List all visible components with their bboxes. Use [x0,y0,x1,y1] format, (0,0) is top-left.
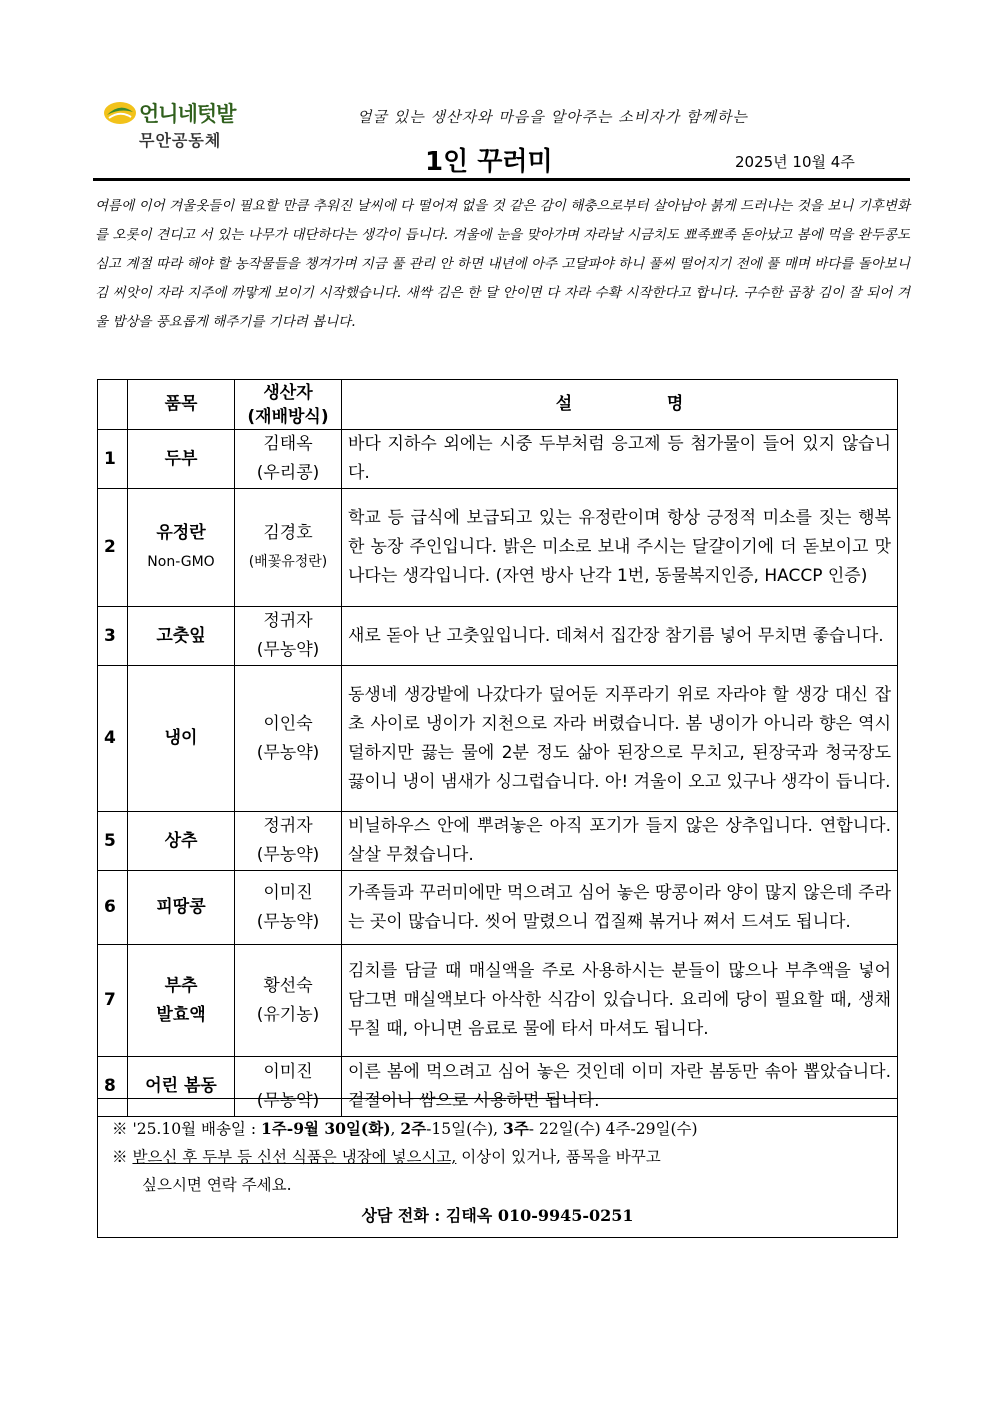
table-header-row [98,380,898,430]
description: 바다 지하수 외에는 시중 두부처럼 응고제 등 첨가물이 들어 있지 않습니다. [342,430,898,489]
header-method-label: (재배방식) [247,406,329,427]
description: 새로 돋아 난 고춧잎입니다. 데쳐서 집간장 참기름 넣어 무치면 좋습니다. [342,607,898,666]
cultivation-method: (무농약) [256,911,320,932]
table-row [98,430,898,489]
producer-cell [235,666,342,812]
row-number: 8 [98,1057,128,1117]
delivery-schedule: ※ '25.10월 배송일 : 1주-9월 30일(화), 2주-15일(수), 3주- 22일(수) 4주-29일(수) [112,1119,698,1138]
item-cell [128,666,235,812]
cultivation-method: (무농약) [256,845,320,865]
item-name: 두부 [164,448,198,469]
schedule-week2-date: -15일(수) [426,1120,494,1138]
cultivation-method: (무농약) [256,742,320,763]
item-cell [128,489,235,607]
producer-cell [235,430,342,489]
producer-name: 이미진 [263,882,313,903]
slogan: 얼굴 있는 생산자와 마음을 알아주는 소비자가 함께하는 [357,108,748,126]
note-mark-2: ※ [112,1148,128,1166]
item-sub: Non-GMO [147,553,215,570]
notice-underlined: 받으신 후 두부 등 신선 식품은 냉장에 넣으시고, [132,1148,457,1166]
item-cell [128,607,235,666]
row-number: 2 [98,489,128,607]
description: 가족들과 꾸러미에만 먹으려고 심어 놓은 땅콩이라 양이 많지 않은데 주라는 곳이 많습니다. 씻어 말렸으니 껍질째 볶거나 쪄서 드셔도 됩니다. [342,871,898,945]
item-name: 부추 [164,975,198,996]
producer-cell [235,871,342,945]
row-number: 3 [98,607,128,666]
notice-line2: 싶으시면 연락 주세요. [142,1176,292,1194]
producer-name: 이미진 [263,1061,313,1082]
notice-rest: 이상이 있거나, 품목을 바꾸고 [456,1148,661,1166]
producer-name: 김경호 [263,522,313,543]
header-producer [235,380,342,430]
description: 이른 봄에 먹으려고 심어 놓은 것인데 이미 자란 봄동만 솎아 뽑았습니다. 겉절이나 쌈으로 사용하면 됩니다. [342,1057,898,1117]
table-row [98,489,898,607]
row-number: 6 [98,871,128,945]
schedule-prefix: '25.10월 배송일 : [132,1120,257,1138]
cultivation-method: (유기농) [256,1004,320,1025]
schedule-week2-label: 2주 [400,1119,427,1138]
cultivation-method: (무농약) [256,640,320,660]
schedule-week3-date: - 22일(수) [528,1120,601,1138]
item-name: 냉이 [164,728,198,748]
schedule-week1: 1주-9월 30일(화) [261,1119,391,1138]
producer-name: 김태옥 [263,434,313,454]
note-mark: ※ [112,1120,128,1138]
cultivation-method: (배꽃유정란) [248,553,328,570]
item-name: 고춧잎 [156,625,206,646]
storage-notice [112,1145,661,1167]
cultivation-method: (우리콩) [256,463,320,483]
table-row [98,871,898,945]
table-row [98,607,898,666]
header-divider [93,178,910,181]
item-name: 상추 [164,830,198,851]
item-name: 유정란 [156,522,206,543]
footer-box [97,1098,898,1238]
intro-paragraph: 여름에 이어 겨울옷들이 필요할 만큼 추워진 날씨에 다 떨어져 없을 것 같은 감이 해충으로부터 살아남아 붉게 드러나는 것을 보니 기후변화를 오롯이 견디고 서 있는 나무가 대단하다는 생각이 듭니다. 겨울에 눈을 맞아가며 자라날 시금치도 뾰족뾰족 돋아났고 봄에 먹을 완두콩도 심고 계절 따라 해야 할 농작물들을 챙겨가며 지금 풀 관리 안 하면 내년에 아주 고달파야 하니 풀씨 떨어지기 전에 풀 매며 바다를 돌아보니 김 씨앗이 자라 지주에 까맣게 보이기 시작했습니다. 새싹 김은 한 달 안이면 다 자라 수확 시작한다고 합니다. 구수한 곱창 김이 잘 되어 겨울 밥상을 풍요롭게 해주기를 기다려 봅니다. [95,198,910,330]
cultivation-method: (무농약) [256,1090,320,1111]
item-cell [128,945,235,1057]
header-desc: 설 명 [342,380,898,430]
items-table [97,379,898,1117]
producer-cell [235,945,342,1057]
table-row [98,666,898,812]
header-producer-label: 생산자 [263,382,313,403]
row-number: 5 [98,812,128,871]
item-name: 발효액 [156,1004,206,1025]
row-number: 1 [98,430,128,489]
table-row [98,812,898,871]
producer-cell [235,607,342,666]
row-number: 4 [98,666,128,812]
description: 동생네 생강밭에 나갔다가 덮어둔 지푸라기 위로 자라야 할 생강 대신 잡초 사이로 냉이가 지천으로 자라 버렸습니다. 봄 냉이가 아니라 향은 역시 덜하지만 끓는 물에 2분 정도 삶아 된장으로 무치고, 된장국과 청국장도 끓이니 냉이 냄새가 싱그럽습니다. 아! 겨울이 오고 있구나 생각이 듭니다. [342,666,898,812]
logo-leaf-icon [103,100,137,126]
schedule-week4: 4주-29일(수) [605,1120,698,1138]
producer-cell [235,812,342,871]
item-name: 피땅콩 [156,897,206,917]
logo [103,98,263,154]
issue-date: 2025년 10월 4주 [735,153,855,171]
header-no [98,380,128,430]
description: 비닐하우스 안에 뿌려놓은 아직 포기가 들지 않은 상추입니다. 연합니다. 살살 무쳤습니다. [342,812,898,871]
item-cell [128,871,235,945]
header-item: 품목 [128,380,235,430]
schedule-week3-label: 3주 [503,1119,529,1138]
producer-name: 황선숙 [263,975,313,996]
table-row [98,945,898,1057]
item-name: 어린 봄동 [145,1076,217,1096]
producer-name: 정귀자 [263,611,313,631]
row-number: 7 [98,945,128,1057]
page-title: 1인 꾸러미 [425,147,553,177]
org-name: 무안공동체 [139,131,222,150]
producer-cell [235,489,342,607]
item-cell [128,812,235,871]
producer-name: 정귀자 [263,816,313,836]
item-cell [128,430,235,489]
description: 김치를 담글 때 매실액을 주로 사용하시는 분들이 많으나 부추액을 넣어 담그면 매실액보다 아삭한 식감이 있습니다. 요리에 당이 필요할 때, 생채 무칠 때, 아니면 음료로 물에 타서 마셔도 됩니다. [342,945,898,1057]
logo-text: 언니네텃밭 [139,102,236,126]
contact-phone: 상담 전화 : 김태옥 010-9945-0251 [361,1206,634,1225]
description: 학교 등 급식에 보급되고 있는 유정란이며 항상 긍정적 미소를 짓는 행복한 농장 주인입니다. 밝은 미소로 보내 주시는 달걀이기에 더 돋보이고 맛나다는 생각입니다. (자연 방사 난각 1번, 동물복지인증, HACCP 인증) [342,489,898,607]
producer-name: 이인숙 [263,713,313,734]
